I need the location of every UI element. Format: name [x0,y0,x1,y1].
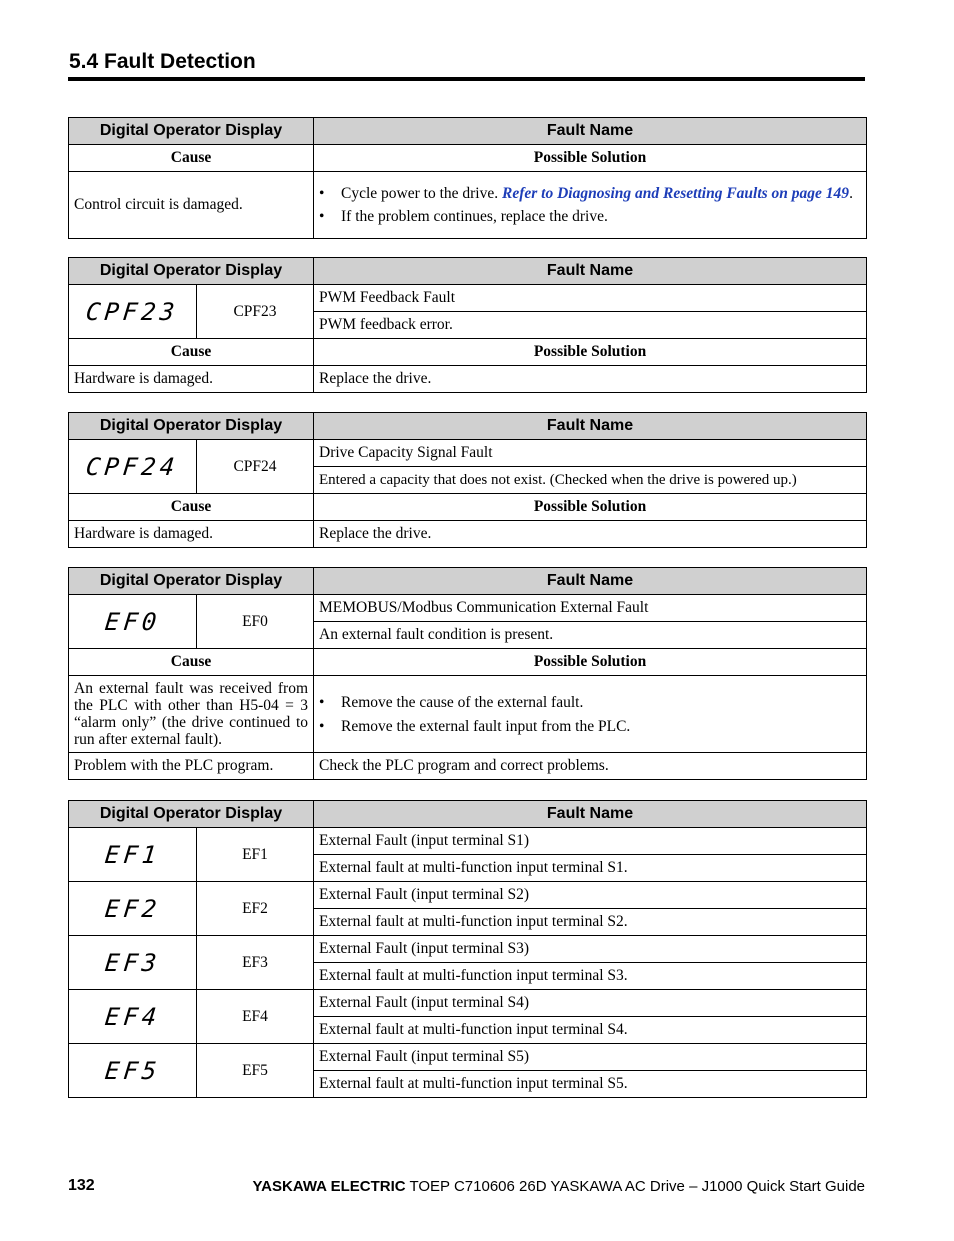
cause-cell: An external fault was received from the PLC with other than H5-04 = 3 “alarm only” (the drive continued to run after external fault). [69,676,314,753]
display-header: Digital Operator Display [69,568,314,595]
segment-display [69,936,197,990]
cause-header: Cause [69,494,314,521]
fault-table-cpf23 [68,257,867,393]
display-header: Digital Operator Display [69,801,314,828]
fault-name: External Fault (input terminal S4) [314,990,867,1017]
fault-name: External Fault (input terminal S2) [314,882,867,909]
fault-table-ef1-ef5 [68,800,867,1098]
solution-header: Possible Solution [314,145,867,172]
solution-cell [314,172,867,239]
fault-name: Drive Capacity Signal Fault [314,440,867,467]
fault-name: External Fault (input terminal S3) [314,936,867,963]
fault-code: CPF24 [197,440,314,494]
fault-name-header: Fault Name [314,801,867,828]
segment-display [69,990,197,1044]
fault-name: External Fault (input terminal S5) [314,1044,867,1071]
fault-code: EF3 [197,936,314,990]
seven-segment-code: EF0 [103,607,162,636]
fault-description: An external fault condition is present. [314,622,867,649]
seven-segment-code: EF4 [103,1002,162,1031]
segment-display [69,828,197,882]
page-number: 132 [68,1177,95,1194]
display-header: Digital Operator Display [69,118,314,145]
seven-segment-code: CPF23 [84,297,181,326]
fault-description: Entered a capacity that does not exist. (Checked when the drive is powered up.) [314,467,867,494]
display-header: Digital Operator Display [69,413,314,440]
fault-name: MEMOBUS/Modbus Communication External Fault [314,595,867,622]
fault-name-header: Fault Name [314,568,867,595]
fault-name-header: Fault Name [314,413,867,440]
cause-cell: Hardware is damaged. [69,366,314,393]
title-rule [68,77,865,81]
fault-table-ef0 [68,567,867,780]
solution-header: Possible Solution [314,649,867,676]
fault-name: External Fault (input terminal S1) [314,828,867,855]
solution-header: Possible Solution [314,339,867,366]
fault-code: EF0 [197,595,314,649]
fault-code: EF2 [197,882,314,936]
solution-item: • If the problem continues, replace the drive. [319,208,861,225]
fault-description: PWM feedback error. [314,312,867,339]
section-title: 5.4 Fault Detection [69,50,256,73]
cause-header: Cause [69,145,314,172]
fault-description: External fault at multi-function input terminal S2. [314,909,867,936]
fault-code: EF5 [197,1044,314,1098]
fault-description: External fault at multi-function input terminal S4. [314,1017,867,1044]
fault-name-header: Fault Name [314,258,867,285]
display-header: Digital Operator Display [69,258,314,285]
seven-segment-code: EF3 [103,948,162,977]
solution-cell: Replace the drive. [314,521,867,548]
segment-display [69,882,197,936]
cause-header: Cause [69,649,314,676]
fault-description: External fault at multi-function input terminal S5. [314,1071,867,1098]
segment-display [69,595,197,649]
solution-item: • Remove the cause of the external fault. [319,694,861,711]
fault-description: External fault at multi-function input terminal S1. [314,855,867,882]
seven-segment-code: CPF24 [84,452,181,481]
segment-display [69,285,197,339]
segment-display [69,440,197,494]
fault-table-cpf24 [68,412,867,548]
footer-doc-title: TOEP C710606 26D YASKAWA AC Drive – J1000 Quick Start Guide [405,1178,865,1195]
fault-code: CPF23 [197,285,314,339]
fault-name-header: Fault Name [314,118,867,145]
seven-segment-code: EF1 [103,840,162,869]
solution-item: • Remove the external fault input from the PLC. [319,718,861,735]
cause-cell: Control circuit is damaged. [69,172,314,239]
fault-table-control-circuit [68,117,867,239]
fault-code: EF4 [197,990,314,1044]
solution-cell: Check the PLC program and correct problems. [314,753,867,780]
seven-segment-code: EF5 [103,1056,162,1085]
solution-cell: Replace the drive. [314,366,867,393]
fault-code: EF1 [197,828,314,882]
cause-header: Cause [69,339,314,366]
fault-name: PWM Feedback Fault [314,285,867,312]
solution-header: Possible Solution [314,494,867,521]
cause-cell: Problem with the PLC program. [69,753,314,780]
cross-reference-link[interactable]: Refer to Diagnosing and Resetting Faults on page 149 [501,185,850,202]
segment-display [69,1044,197,1098]
footer-brand: YASKAWA ELECTRIC [252,1178,406,1195]
solution-cell [314,676,867,753]
fault-description: External fault at multi-function input terminal S3. [314,963,867,990]
cause-cell: Hardware is damaged. [69,521,314,548]
footer-doc-info [253,1178,865,1195]
solution-item: • Cycle power to the drive. Refer to Diagnosing and Resetting Faults on page 149. [319,185,861,202]
seven-segment-code: EF2 [103,894,162,923]
